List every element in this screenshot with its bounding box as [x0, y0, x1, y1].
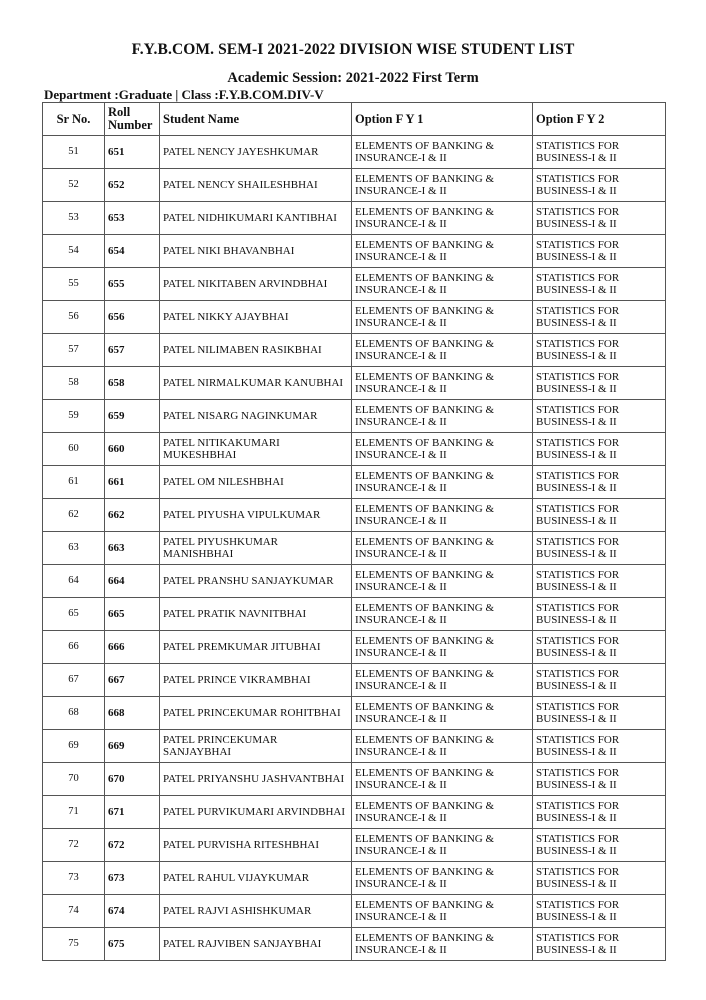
sr-no-cell: 69 [43, 730, 105, 763]
roll-number-cell: 670 [105, 763, 160, 796]
student-name-cell: PATEL RAJVIBEN SANJAYBHAI [160, 928, 352, 961]
roll-number-cell: 655 [105, 268, 160, 301]
sr-no-cell: 72 [43, 829, 105, 862]
option-fy2-cell: STATISTICS FOR BUSINESS-I & II [533, 499, 666, 532]
table-header-row [43, 103, 666, 136]
student-name-cell: PATEL PRINCEKUMAR SANJAYBHAI [160, 730, 352, 763]
roll-number-cell: 665 [105, 598, 160, 631]
table-row [43, 829, 666, 862]
roll-number-cell: 658 [105, 367, 160, 400]
roll-number-cell: 667 [105, 664, 160, 697]
table-row [43, 169, 666, 202]
roll-number-cell: 669 [105, 730, 160, 763]
option-fy1-cell: ELEMENTS OF BANKING & INSURANCE-I & II [352, 796, 533, 829]
roll-number-cell: 662 [105, 499, 160, 532]
table-row [43, 895, 666, 928]
header-option-fy1: Option F Y 1 [352, 103, 533, 136]
option-fy1-cell: ELEMENTS OF BANKING & INSURANCE-I & II [352, 367, 533, 400]
option-fy2-cell: STATISTICS FOR BUSINESS-I & II [533, 202, 666, 235]
sr-no-cell: 59 [43, 400, 105, 433]
student-name-cell: PATEL NIKKY AJAYBHAI [160, 301, 352, 334]
roll-number-cell: 664 [105, 565, 160, 598]
option-fy2-cell: STATISTICS FOR BUSINESS-I & II [533, 664, 666, 697]
sr-no-cell: 57 [43, 334, 105, 367]
sr-no-cell: 73 [43, 862, 105, 895]
table-row [43, 235, 666, 268]
sr-no-cell: 51 [43, 136, 105, 169]
option-fy2-cell: STATISTICS FOR BUSINESS-I & II [533, 565, 666, 598]
student-name-cell: PATEL RAJVI ASHISHKUMAR [160, 895, 352, 928]
roll-number-cell: 654 [105, 235, 160, 268]
option-fy2-cell: STATISTICS FOR BUSINESS-I & II [533, 763, 666, 796]
table-row [43, 466, 666, 499]
table-row [43, 730, 666, 763]
option-fy1-cell: ELEMENTS OF BANKING & INSURANCE-I & II [352, 697, 533, 730]
table-row [43, 796, 666, 829]
roll-number-cell: 656 [105, 301, 160, 334]
table-row [43, 631, 666, 664]
sr-no-cell: 61 [43, 466, 105, 499]
student-name-cell: PATEL PRANSHU SANJAYKUMAR [160, 565, 352, 598]
table-row [43, 400, 666, 433]
student-name-cell: PATEL PREMKUMAR JITUBHAI [160, 631, 352, 664]
option-fy1-cell: ELEMENTS OF BANKING & INSURANCE-I & II [352, 763, 533, 796]
header-roll-line2: Number [108, 118, 153, 132]
option-fy2-cell: STATISTICS FOR BUSINESS-I & II [533, 466, 666, 499]
roll-number-cell: 651 [105, 136, 160, 169]
sr-no-cell: 70 [43, 763, 105, 796]
student-name-cell: PATEL PIYUSHKUMAR MANISHBHAI [160, 532, 352, 565]
option-fy1-cell: ELEMENTS OF BANKING & INSURANCE-I & II [352, 400, 533, 433]
option-fy1-cell: ELEMENTS OF BANKING & INSURANCE-I & II [352, 235, 533, 268]
table-row [43, 367, 666, 400]
roll-number-cell: 653 [105, 202, 160, 235]
table-body [43, 136, 666, 961]
roll-number-cell: 672 [105, 829, 160, 862]
table-row [43, 565, 666, 598]
student-name-cell: PATEL PURVISHA RITESHBHAI [160, 829, 352, 862]
student-list-table [42, 102, 666, 961]
sr-no-cell: 54 [43, 235, 105, 268]
roll-number-cell: 675 [105, 928, 160, 961]
table-row [43, 697, 666, 730]
student-name-cell: PATEL NITIKAKUMARI MUKESHBHAI [160, 433, 352, 466]
student-name-cell: PATEL PRINCEKUMAR ROHITBHAI [160, 697, 352, 730]
option-fy2-cell: STATISTICS FOR BUSINESS-I & II [533, 136, 666, 169]
sr-no-cell: 64 [43, 565, 105, 598]
sr-no-cell: 68 [43, 697, 105, 730]
table-row [43, 268, 666, 301]
document-title: F.Y.B.COM. SEM-I 2021-2022 DIVISION WISE STUDENT LIST [131, 41, 575, 58]
option-fy1-cell: ELEMENTS OF BANKING & INSURANCE-I & II [352, 664, 533, 697]
sr-no-cell: 62 [43, 499, 105, 532]
option-fy1-cell: ELEMENTS OF BANKING & INSURANCE-I & II [352, 532, 533, 565]
student-name-cell: PATEL NENCY SHAILESHBHAI [160, 169, 352, 202]
option-fy1-cell: ELEMENTS OF BANKING & INSURANCE-I & II [352, 631, 533, 664]
option-fy2-cell: STATISTICS FOR BUSINESS-I & II [533, 730, 666, 763]
sr-no-cell: 60 [43, 433, 105, 466]
student-name-cell: PATEL PRATIK NAVNITBHAI [160, 598, 352, 631]
option-fy1-cell: ELEMENTS OF BANKING & INSURANCE-I & II [352, 499, 533, 532]
option-fy2-cell: STATISTICS FOR BUSINESS-I & II [533, 367, 666, 400]
option-fy2-cell: STATISTICS FOR BUSINESS-I & II [533, 532, 666, 565]
option-fy2-cell: STATISTICS FOR BUSINESS-I & II [533, 301, 666, 334]
option-fy2-cell: STATISTICS FOR BUSINESS-I & II [533, 697, 666, 730]
student-name-cell: PATEL NIKI BHAVANBHAI [160, 235, 352, 268]
option-fy1-cell: ELEMENTS OF BANKING & INSURANCE-I & II [352, 829, 533, 862]
table-row [43, 433, 666, 466]
option-fy1-cell: ELEMENTS OF BANKING & INSURANCE-I & II [352, 466, 533, 499]
option-fy2-cell: STATISTICS FOR BUSINESS-I & II [533, 598, 666, 631]
roll-number-cell: 668 [105, 697, 160, 730]
table-row [43, 301, 666, 334]
student-name-cell: PATEL PIYUSHA VIPULKUMAR [160, 499, 352, 532]
option-fy2-cell: STATISTICS FOR BUSINESS-I & II [533, 334, 666, 367]
table-row [43, 763, 666, 796]
roll-number-cell: 657 [105, 334, 160, 367]
option-fy1-cell: ELEMENTS OF BANKING & INSURANCE-I & II [352, 334, 533, 367]
roll-number-cell: 661 [105, 466, 160, 499]
table-row [43, 928, 666, 961]
roll-number-cell: 673 [105, 862, 160, 895]
option-fy1-cell: ELEMENTS OF BANKING & INSURANCE-I & II [352, 895, 533, 928]
academic-session: Academic Session: 2021-2022 First Term [227, 70, 479, 86]
student-name-cell: PATEL NIDHIKUMARI KANTIBHAI [160, 202, 352, 235]
table-row [43, 532, 666, 565]
option-fy2-cell: STATISTICS FOR BUSINESS-I & II [533, 631, 666, 664]
roll-number-cell: 652 [105, 169, 160, 202]
sr-no-cell: 55 [43, 268, 105, 301]
roll-number-cell: 659 [105, 400, 160, 433]
table-row [43, 664, 666, 697]
sr-no-cell: 53 [43, 202, 105, 235]
roll-number-cell: 674 [105, 895, 160, 928]
sr-no-cell: 67 [43, 664, 105, 697]
sr-no-cell: 56 [43, 301, 105, 334]
header-roll-line1: Roll [108, 105, 131, 119]
sr-no-cell: 74 [43, 895, 105, 928]
option-fy2-cell: STATISTICS FOR BUSINESS-I & II [533, 268, 666, 301]
option-fy1-cell: ELEMENTS OF BANKING & INSURANCE-I & II [352, 169, 533, 202]
table-row [43, 136, 666, 169]
option-fy1-cell: ELEMENTS OF BANKING & INSURANCE-I & II [352, 598, 533, 631]
option-fy2-cell: STATISTICS FOR BUSINESS-I & II [533, 796, 666, 829]
table-row [43, 202, 666, 235]
option-fy2-cell: STATISTICS FOR BUSINESS-I & II [533, 400, 666, 433]
sr-no-cell: 75 [43, 928, 105, 961]
sr-no-cell: 58 [43, 367, 105, 400]
sr-no-cell: 66 [43, 631, 105, 664]
header-sr-no: Sr No. [43, 103, 105, 136]
table-row [43, 862, 666, 895]
sr-no-cell: 71 [43, 796, 105, 829]
option-fy2-cell: STATISTICS FOR BUSINESS-I & II [533, 235, 666, 268]
option-fy2-cell: STATISTICS FOR BUSINESS-I & II [533, 829, 666, 862]
table-row [43, 598, 666, 631]
header-student-name: Student Name [160, 103, 352, 136]
option-fy2-cell: STATISTICS FOR BUSINESS-I & II [533, 895, 666, 928]
student-name-cell: PATEL RAHUL VIJAYKUMAR [160, 862, 352, 895]
header-roll-number [105, 103, 160, 136]
table-row [43, 334, 666, 367]
option-fy2-cell: STATISTICS FOR BUSINESS-I & II [533, 928, 666, 961]
header-option-fy2: Option F Y 2 [533, 103, 666, 136]
option-fy1-cell: ELEMENTS OF BANKING & INSURANCE-I & II [352, 928, 533, 961]
roll-number-cell: 663 [105, 532, 160, 565]
option-fy1-cell: ELEMENTS OF BANKING & INSURANCE-I & II [352, 730, 533, 763]
student-name-cell: PATEL NIKITABEN ARVINDBHAI [160, 268, 352, 301]
table-row [43, 499, 666, 532]
option-fy2-cell: STATISTICS FOR BUSINESS-I & II [533, 433, 666, 466]
sr-no-cell: 52 [43, 169, 105, 202]
roll-number-cell: 671 [105, 796, 160, 829]
option-fy1-cell: ELEMENTS OF BANKING & INSURANCE-I & II [352, 565, 533, 598]
student-name-cell: PATEL PRIYANSHU JASHVANTBHAI [160, 763, 352, 796]
roll-number-cell: 666 [105, 631, 160, 664]
option-fy2-cell: STATISTICS FOR BUSINESS-I & II [533, 169, 666, 202]
student-name-cell: PATEL NILIMABEN RASIKBHAI [160, 334, 352, 367]
option-fy2-cell: STATISTICS FOR BUSINESS-I & II [533, 862, 666, 895]
sr-no-cell: 65 [43, 598, 105, 631]
option-fy1-cell: ELEMENTS OF BANKING & INSURANCE-I & II [352, 268, 533, 301]
student-name-cell: PATEL PRINCE VIKRAMBHAI [160, 664, 352, 697]
student-name-cell: PATEL NENCY JAYESHKUMAR [160, 136, 352, 169]
student-name-cell: PATEL OM NILESHBHAI [160, 466, 352, 499]
student-name-cell: PATEL NIRMALKUMAR KANUBHAI [160, 367, 352, 400]
option-fy1-cell: ELEMENTS OF BANKING & INSURANCE-I & II [352, 862, 533, 895]
student-name-cell: PATEL NISARG NAGINKUMAR [160, 400, 352, 433]
roll-number-cell: 660 [105, 433, 160, 466]
sr-no-cell: 63 [43, 532, 105, 565]
department-class-line: Department :Graduate | Class :F.Y.B.COM.DIV-V [44, 87, 324, 102]
student-name-cell: PATEL PURVIKUMARI ARVINDBHAI [160, 796, 352, 829]
option-fy1-cell: ELEMENTS OF BANKING & INSURANCE-I & II [352, 433, 533, 466]
option-fy1-cell: ELEMENTS OF BANKING & INSURANCE-I & II [352, 136, 533, 169]
option-fy1-cell: ELEMENTS OF BANKING & INSURANCE-I & II [352, 202, 533, 235]
option-fy1-cell: ELEMENTS OF BANKING & INSURANCE-I & II [352, 301, 533, 334]
